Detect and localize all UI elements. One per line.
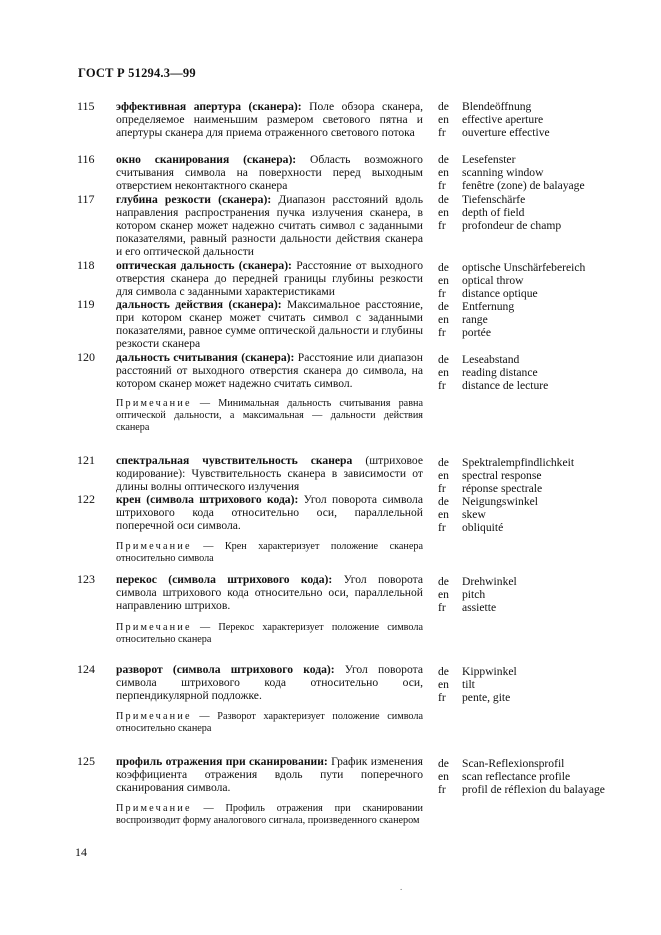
translation-fr: distance optique	[462, 287, 538, 300]
translation-en: tilt	[462, 678, 475, 691]
entry-definition-text: Поле обзора сканера, определяемое наименьшим размером светового пятна и апертуры сканера для приема отраженного светового потока	[116, 100, 423, 139]
translation-de: Drehwinkel	[462, 575, 517, 588]
language-codes	[438, 495, 449, 534]
language-codes	[438, 261, 449, 300]
translations	[462, 193, 561, 232]
entry-definition	[116, 663, 423, 702]
translations	[462, 495, 538, 534]
translation-en: scan reflectance profile	[462, 770, 571, 783]
lang-code: fr	[438, 691, 446, 704]
note-text: — Минимальная дальность считывания равна оптической дальности, а максимальная — дальности действия сканера	[116, 398, 423, 434]
lang-code: de	[438, 353, 449, 366]
note-text: — Разворот характеризует положение символа относительно сканера	[116, 711, 423, 735]
translation-fr: profondeur de champ	[462, 219, 562, 232]
page-number: 14	[75, 845, 87, 859]
entry-number: 119	[77, 297, 95, 311]
translation-en: optical throw	[462, 274, 524, 287]
lang-code: de	[438, 153, 449, 166]
translations	[462, 100, 550, 139]
entry-number: 116	[77, 152, 95, 166]
entry-note	[116, 711, 423, 735]
translation-fr: distance de lecture	[462, 379, 549, 392]
entry-term: перекос (символа штрихового кода):	[116, 573, 333, 586]
lang-code: en	[438, 206, 449, 219]
entry-definition	[116, 259, 423, 298]
translations	[462, 261, 585, 300]
entry-definition-text: Угол поворота символа штрихового кода относительно оси, перпендикулярной подложке.	[116, 663, 423, 702]
lang-code: de	[438, 495, 449, 508]
lang-code: en	[438, 113, 449, 126]
lang-code: de	[438, 665, 449, 678]
note-label: Примечание	[116, 803, 192, 814]
translation-en: effective aperture	[462, 113, 544, 126]
lang-code: fr	[438, 783, 446, 796]
note-label: Примечание	[116, 398, 192, 409]
translation-de: Scan-Reflexionsprofil	[462, 757, 565, 770]
entry-number: 118	[77, 258, 95, 272]
entry-number: 121	[77, 453, 95, 467]
entry-term: дальность считывания (сканера):	[116, 351, 295, 364]
translation-fr: ouverture effective	[462, 126, 550, 139]
entry-term: спектральная чувствительность сканера	[116, 454, 353, 467]
entry-number: 125	[77, 754, 95, 768]
note-label: Примечание	[116, 541, 192, 552]
language-codes	[438, 757, 449, 796]
entry-definition	[116, 755, 423, 794]
translation-en: reading distance	[462, 366, 538, 379]
lang-code: fr	[438, 379, 446, 392]
translation-fr: assiette	[462, 601, 497, 614]
note-text: — Профиль отражения при сканировании воспроизводит форму аналогового сигнала, произведенного сканером	[116, 803, 423, 827]
lang-code: en	[438, 770, 449, 783]
translation-de: Entfernung	[462, 300, 515, 313]
translation-de: Spektralempfindlichkeit	[462, 456, 575, 469]
translations	[462, 353, 548, 392]
entry-term: разворот (символа штрихового кода):	[116, 663, 335, 676]
lang-code: fr	[438, 179, 446, 192]
translation-en: depth of field	[462, 206, 525, 219]
footer-mark: .	[400, 882, 403, 892]
entry-definition	[116, 351, 423, 390]
language-codes	[438, 193, 449, 232]
translation-fr: portée	[462, 326, 491, 339]
entry-number: 115	[77, 99, 95, 113]
lang-code: de	[438, 456, 449, 469]
note-text: — Крен характеризует положение сканера относительно символа	[116, 541, 423, 565]
entry-definition	[116, 298, 423, 350]
translation-en: scanning window	[462, 166, 544, 179]
language-codes	[438, 665, 449, 704]
lang-code: de	[438, 300, 449, 313]
lang-code: de	[438, 100, 449, 113]
entry-note	[116, 622, 423, 646]
entry-note	[116, 541, 423, 565]
lang-code: fr	[438, 601, 446, 614]
lang-code: fr	[438, 219, 446, 232]
language-codes	[438, 300, 449, 339]
entry-number: 117	[77, 192, 95, 206]
entry-definition	[116, 493, 423, 532]
entry-definition-text: (штриховое кодирование): Чувствительность сканера в зависимости от длины волны оптического излучения	[116, 454, 424, 493]
lang-code: en	[438, 469, 449, 482]
lang-code: en	[438, 313, 449, 326]
translation-fr: réponse spectrale	[462, 482, 543, 495]
entry-definition-text: Угол поворота символа штрихового кода относительно оси, параллельной направлению штрихов.	[116, 573, 423, 612]
lang-code: en	[438, 366, 449, 379]
entry-number: 123	[77, 572, 95, 586]
entry-definition-text: Расстояние или диапазон расстояний от выходного отверстия сканера до символа, на котором сканер может надежно считать символ.	[116, 351, 423, 390]
entry-term: профиль отражения при сканировании:	[116, 755, 328, 768]
translation-fr: obliquité	[462, 521, 504, 534]
entry-term: окно сканирования (сканера):	[116, 153, 297, 166]
note-label: Примечание	[116, 622, 192, 633]
entry-definition-text: График изменения коэффициента отражения вдоль пути поперечного сканирования символа.	[116, 755, 423, 794]
language-codes	[438, 575, 449, 614]
entry-note	[116, 398, 423, 435]
translation-en: spectral response	[462, 469, 542, 482]
lang-code: fr	[438, 326, 446, 339]
lang-code: fr	[438, 126, 446, 139]
lang-code: en	[438, 678, 449, 691]
lang-code: fr	[438, 482, 446, 495]
language-codes	[438, 153, 449, 192]
translation-de: Blendeöffnung	[462, 100, 532, 113]
translation-fr: pente, gite	[462, 691, 511, 704]
entry-term: эффективная апертура (сканера):	[116, 100, 302, 113]
lang-code: en	[438, 508, 449, 521]
entry-definition	[116, 573, 423, 612]
translation-de: Neigungswinkel	[462, 495, 538, 508]
entry-definition-text: Угол поворота символа штрихового кода относительно оси, параллельной поперечной оси символа.	[116, 493, 423, 532]
translation-de: Lesefenster	[462, 153, 516, 166]
translations	[462, 153, 585, 192]
note-text: — Перекос характеризует положение символа относительно сканера	[116, 622, 423, 646]
lang-code: fr	[438, 521, 446, 534]
entry-number: 124	[77, 662, 95, 676]
document-header: ГОСТ Р 51294.3—99	[78, 66, 196, 80]
translations	[462, 456, 574, 495]
translations	[462, 575, 517, 614]
lang-code: de	[438, 757, 449, 770]
note-label: Примечание	[116, 711, 192, 722]
translation-en: pitch	[462, 588, 486, 601]
translations	[462, 665, 517, 704]
entry-definition-text: Область возможного считывания символа на поверхности перед выходным отверстием неконтактного сканера	[116, 153, 423, 192]
language-codes	[438, 456, 449, 495]
translation-de: optische Unschärfebereich	[462, 261, 586, 274]
translations	[462, 300, 514, 339]
lang-code: en	[438, 166, 449, 179]
translations	[462, 757, 605, 796]
entry-term: оптическая дальность (сканера):	[116, 259, 292, 272]
entry-number: 122	[77, 492, 95, 506]
lang-code: de	[438, 193, 449, 206]
entry-definition-text: Расстояние от выходного отверстия сканера до передней границы глубины резкости для символа с заданными характеристиками	[116, 259, 423, 298]
entry-definition-text: Диапазон расстояний вдоль направления распространения пучка излучения сканера, в котором сканер может надежно считать символ с заданными показателями, равный разности дальности действия сканера и его оптической дальности	[116, 193, 424, 258]
entry-number: 120	[77, 350, 95, 364]
language-codes	[438, 353, 449, 392]
language-codes	[438, 100, 449, 139]
entry-definition	[116, 454, 423, 493]
lang-code: de	[438, 261, 449, 274]
entry-term: дальность действия (сканера):	[116, 298, 282, 311]
translation-de: Kippwinkel	[462, 665, 517, 678]
lang-code: en	[438, 588, 449, 601]
translation-en: range	[462, 313, 488, 326]
entry-term: глубина резкости (сканера):	[116, 193, 272, 206]
entry-note	[116, 803, 423, 827]
entry-definition-text: Максимальное расстояние, при котором сканер может считать символ с заданными показателями, равное сумме оптической дальности и глубины резкости сканера	[116, 298, 423, 350]
translation-de: Leseabstand	[462, 353, 520, 366]
entry-definition	[116, 193, 423, 258]
lang-code: fr	[438, 287, 446, 300]
translation-en: skew	[462, 508, 486, 521]
lang-code: en	[438, 274, 449, 287]
entry-definition	[116, 100, 423, 139]
translation-fr: fenêtre (zone) de balayage	[462, 179, 585, 192]
translation-fr: profil de réflexion du balayage	[462, 783, 605, 796]
entry-definition	[116, 153, 423, 192]
entry-term: крен (символа штрихового кода):	[116, 493, 299, 506]
translation-de: Tiefenschärfe	[462, 193, 526, 206]
lang-code: de	[438, 575, 449, 588]
